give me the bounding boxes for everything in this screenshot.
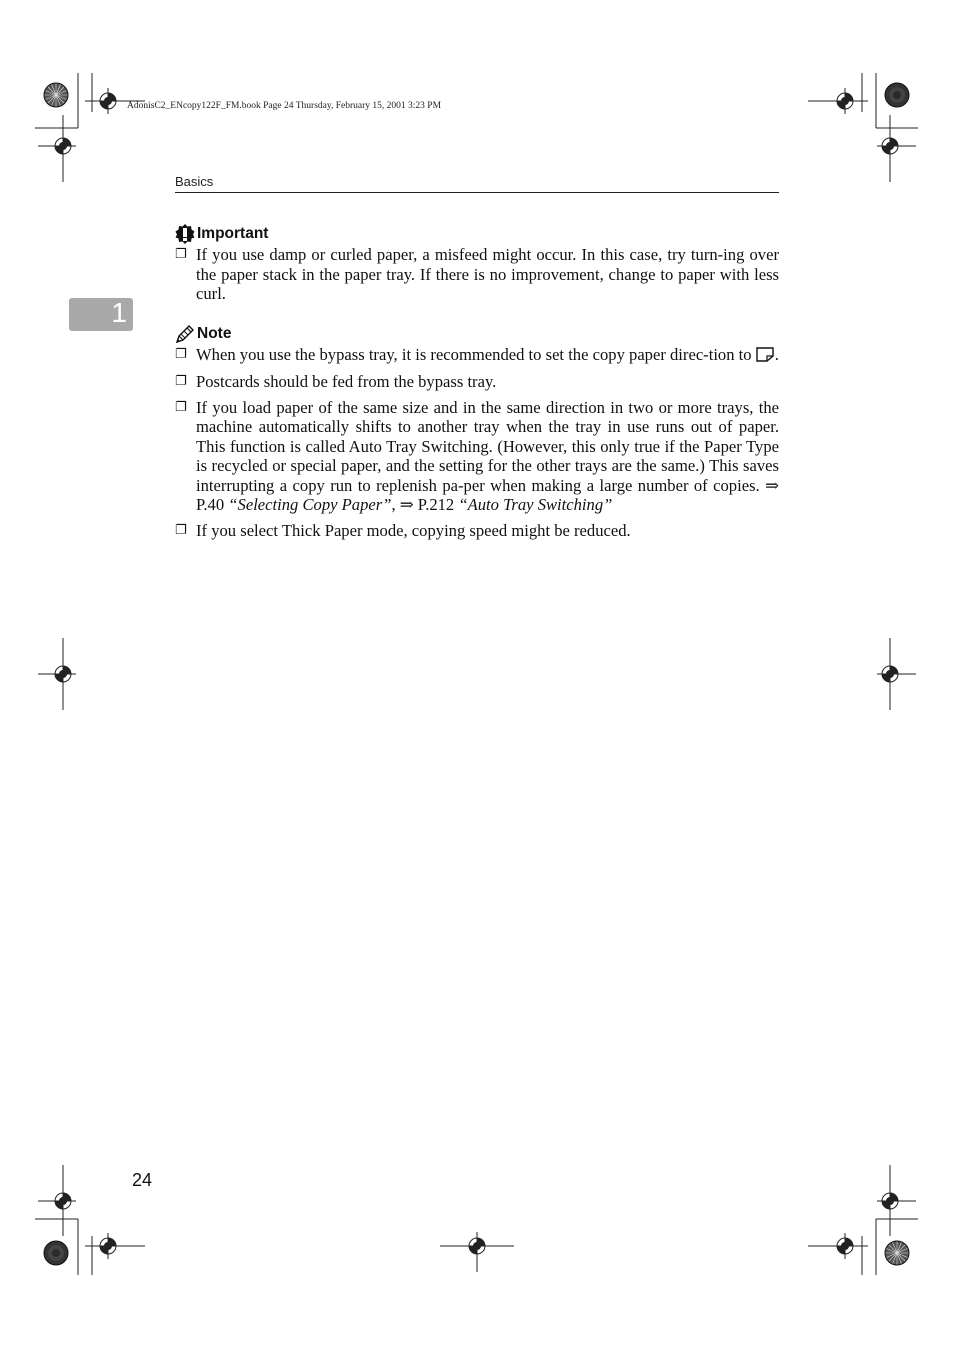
note-item-2: Postcards should be fed from the bypass tray. — [196, 372, 497, 391]
page-number: 24 — [132, 1170, 153, 1190]
pencil-note-icon — [175, 324, 196, 344]
list-item — [175, 345, 779, 367]
important-item-text: If you use damp or curled paper, a misfeed might occur. In this case, try turn-ing over the paper stack in the paper tray. If there is no improvement, change to paper with less curl. — [196, 245, 779, 303]
important-heading — [175, 224, 779, 244]
color-wheel-icon — [44, 83, 68, 107]
cross-reference-link[interactable]: “Auto Tray Switching” — [458, 495, 613, 514]
list-item — [175, 521, 779, 541]
color-wheel-icon — [885, 1241, 909, 1265]
list-item — [175, 398, 779, 515]
running-head: Basics — [175, 174, 214, 189]
color-wheel-icon — [44, 1241, 68, 1265]
checkbox-bullet: ❐ — [175, 374, 187, 389]
print-header: AdonisC2_ENcopy122F_FM.book Page 24 Thursday, February 15, 2001 3:23 PM — [127, 101, 442, 111]
note-section — [175, 324, 779, 541]
page-content — [175, 224, 779, 546]
paper-orientation-icon — [756, 347, 775, 367]
note-item-4: If you select Thick Paper mode, copying speed might be reduced. — [196, 520, 631, 540]
list-item — [175, 372, 779, 392]
cross-reference-link[interactable]: “Selecting Copy Paper” — [228, 495, 392, 514]
note-item-1: When you use the bypass tray, it is recommended to set the copy paper direc-tion to . — [196, 345, 779, 367]
checkbox-bullet: ❐ — [175, 346, 187, 362]
note-heading — [175, 324, 779, 344]
important-title: Important — [197, 225, 269, 242]
list-item — [175, 245, 779, 304]
important-section — [175, 224, 779, 304]
note-item-3: If you load paper of the same size and in the same direction in two or more trays, the machine automatically shifts to another tray when the tray in use runs out of paper. This function is called Auto Tray Switching. (However, this only true if the Paper Type is recycled or special paper, and the setting for the other trays are the same.) This saves interrupting a copy run to replenish pa-per when making a large number of copies. ⇒ P.40 “Selecting Copy Paper”, ⇒ P.212 “Auto Tray Switching” — [196, 397, 779, 514]
note-title: Note — [197, 324, 232, 342]
checkbox-bullet: ❐ — [175, 399, 187, 415]
chapter-number: 1 — [111, 297, 127, 328]
checkbox-bullet: ❐ — [175, 522, 187, 538]
header-rule — [175, 192, 779, 193]
important-icon — [175, 224, 196, 244]
color-wheel-icon — [885, 83, 909, 107]
checkbox-bullet: ❐ — [175, 247, 187, 262]
chapter-tab — [69, 298, 133, 331]
